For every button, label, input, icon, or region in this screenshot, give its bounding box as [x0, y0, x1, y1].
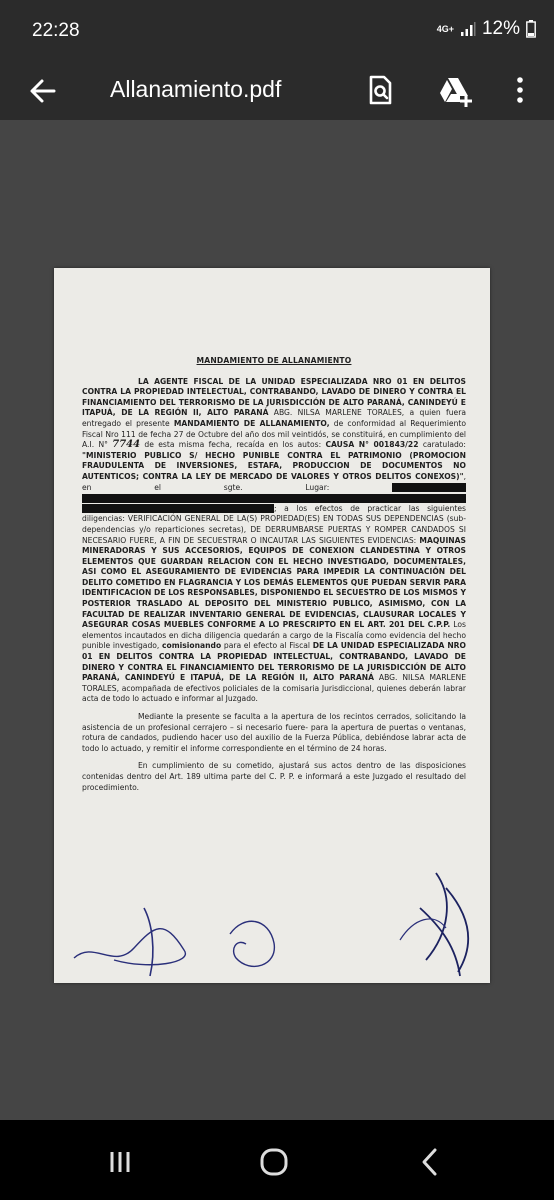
- paragraph-2: Mediante la presente se faculta a la apertura de los recintos cerrados, solicitando la asistencia de un profesional cerrajero – si necesario fuere- para la apertura de puertas o ventanas, rotura de candados, pudiendo hacer uso del auxilio de la Fuerza Pública, debiéndose labrar acta de todo lo actuado, y remitir el informe correspondiente en el término de 24 horas.: [82, 712, 466, 753]
- search-document-icon[interactable]: [362, 72, 398, 108]
- redaction-bar: [392, 483, 466, 492]
- paragraph-3: En cumplimiento de su cometido, ajustará sus actos dentro de las disposiciones contenidas dentro del Art. 189 ultima parte del C. P. P. e informará a este Juzgado el resultado del procedimiento.: [82, 761, 466, 792]
- pdf-page[interactable]: [54, 268, 490, 983]
- battery-percent: 12%: [481, 18, 520, 39]
- signatures-and-stamps: [54, 848, 490, 978]
- back-nav-icon[interactable]: [410, 1142, 450, 1182]
- back-arrow-icon[interactable]: [26, 74, 60, 108]
- status-bar: [0, 0, 554, 60]
- handwritten-ai-number: 7744: [112, 439, 141, 451]
- document-title: Allanamiento.pdf: [110, 76, 282, 102]
- paragraph-1: LA AGENTE FISCAL DE LA UNIDAD ESPECIALIZADA NRO 01 EN DELITOS CONTRA LA PROPIEDAD INTELECTUAL, CONTRABANDO, LAVADO DE DINERO Y CONTRA EL FINANCIAMIENTO DEL TERRORISMO DE LA JURISDICCIÓN DE ALTO PARANÁ, CANINDEYÚ E ITAPUÁ, DE LA REGIÓN II, ALTO PARANÁ ABG. NILSA MARLENE TORALES, a quien fuera entregado el presente MANDAMIENTO DE ALLANAMIENTO, de conformidad al Requerimiento Fiscal Nro 111 de fecha 27 de Octubre del año dos mil veintidós, se constituirá, en cumplimiento del A.I. N° 7744 de esta misma fecha, recaída en los autos: CAUSA N° 001843/22 caratulado: "MINISTERIO PUBLICO S/ HECHO PUNIBLE CONTRA EL PATRIMONIO (PROMOCION FRAUDULENTA DE INVERSIONES, ESTAFA, PRODUCCION DE DOCUMENTOS NO AUTENTICOS; CONTRA LA LEY DE MERCADO DE VALORES Y OTROS DELITOS CONEXOS)", en el sgte. Lugar: ; a los efectos de practicar las siguientes diligencias: VERIFICACIÓN GENERAL DE LA(S) PROPIEDAD(ES) EN TODAS SUS DEPENDENCIAS (sub-dependencias y/o reparticiones secretas), DE DERRUMBARSE PUERTAS Y ROMPER CANDADOS SI NECESARIO FUERE, A FIN DE SECUESTRAR O INCAUTAR LAS SIGUIENTES EVIDENCIAS: MAQUINAS MINERADORAS Y SUS ACCESORIOS, EQUIPOS DE CONEXION CLANDESTINA Y OTROS ELEMENTOS QUE GUARDAN RELACION CON EL HECHO INVESTIGADO, DOCUMENTALES, ASI COMO EL ASEGURAMIENTO DE EVIDENCIAS PARA IMPEDIR LA CONTINUACIÓN DEL DELITO COMETIDO EN FLAGRANCIA Y LOS DEMÁS ELEMENTOS QUE PUEDAN SERVIR PARA IDENTIFICACION DE LOS RESPONSABLES, DISPONIENDO EL SECUESTRO DE LOS MISMOS Y POSTERIOR TRASLADO AL DEPOSITO DEL MINISTERIO PUBLICO, ASIMISMO, CON LA FACULTAD DE REALIZAR INVENTARIO GENERAL DE EVIDENCIAS, CLAUSURAR LOCALES Y ASEGURAR COSAS MUEBLES CONFORME A LO PRESCRIPTO EN EL ART. 201 DEL C.P.P. Los elementos incautados en dicha diligencia quedarán a cargo de la Fiscalía como evidencia del hecho punible investigado, comisionando para el efecto al Fiscal DE LA UNIDAD ESPECIALIZADA NRO 01 EN DELITOS CONTRA LA PROPIEDAD INTELECTUAL, CONTRABANDO, LAVADO DE DINERO Y CONTRA EL FINANCIAMIENTO DEL TERRORISMO DE LA JURISDICCIÓN DE ALTO PARANÁ, CANINDEYÚ E ITAPUÁ, DE LA REGIÓN II, ALTO PARANÁ ABG. NILSA MARLENE TORALES, acompañada de efectivos policiales de la comisaria Jurisdiccional, quienes deberán labrar acta de todo lo actuado e informar al Juzgado.: [82, 376, 467, 704]
- add-to-drive-icon[interactable]: [436, 72, 472, 108]
- recent-apps-icon[interactable]: [100, 1142, 140, 1182]
- page-heading: MANDAMIENTO DE ALLANAMIENTO: [196, 356, 352, 365]
- status-time: 22:28: [32, 20, 80, 41]
- navigation-bar: [0, 1120, 554, 1200]
- page-content: [82, 356, 466, 793]
- more-options-icon[interactable]: [502, 72, 538, 108]
- home-icon[interactable]: [254, 1142, 294, 1182]
- status-icons: [437, 18, 536, 40]
- signal-icon: [460, 21, 476, 37]
- redaction-bar: [82, 504, 274, 513]
- pdf-viewer[interactable]: [0, 120, 554, 1120]
- app-toolbar: [0, 60, 554, 120]
- redaction-bar: [82, 494, 466, 503]
- battery-icon: [526, 20, 536, 38]
- network-type: 4G+: [436, 23, 454, 34]
